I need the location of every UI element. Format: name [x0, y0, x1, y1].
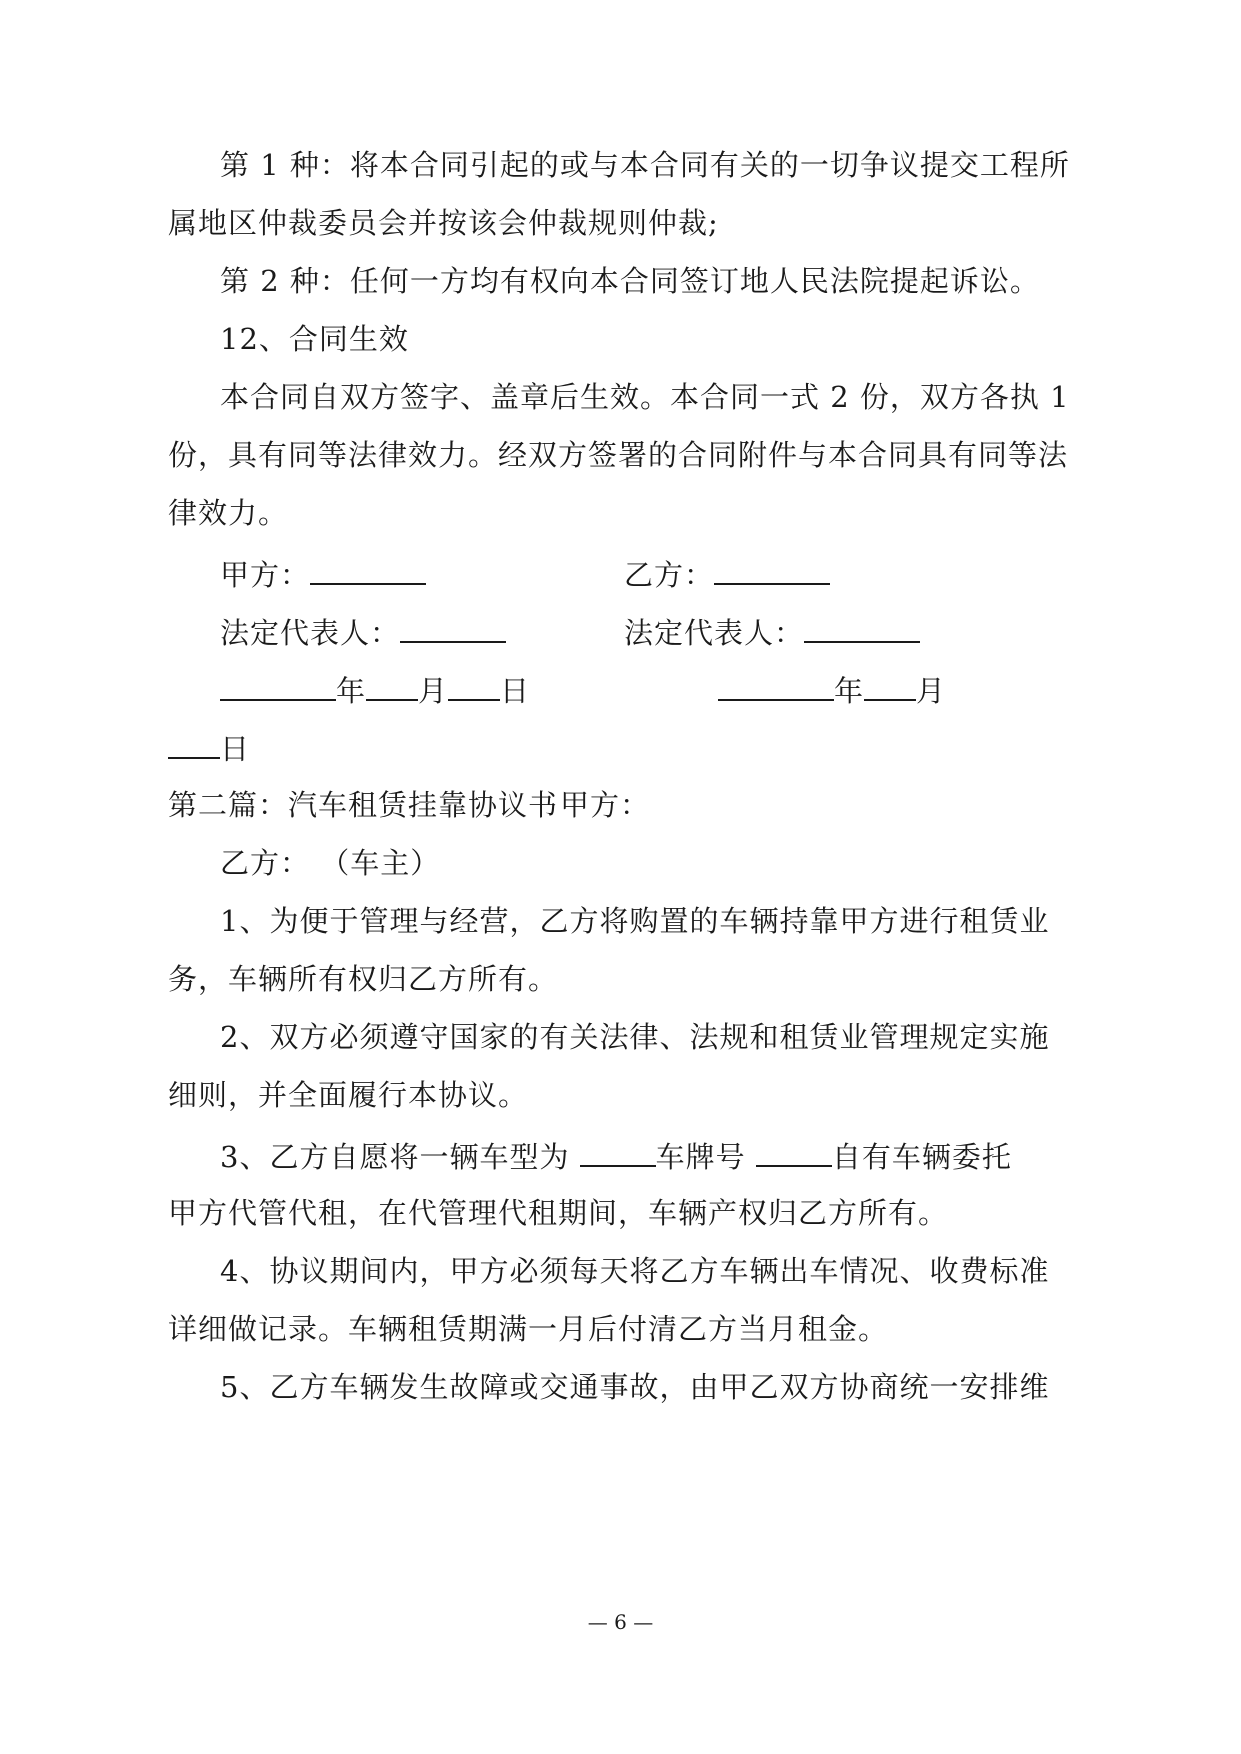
month-label: 月 [916, 674, 947, 708]
rep-a-signature [220, 611, 506, 653]
month-label: 月 [418, 674, 449, 708]
party-a-signature [220, 553, 426, 595]
paragraph-line: 律效力。 [168, 496, 289, 530]
day-blank [168, 727, 220, 759]
vehicle-model-blank [580, 1135, 656, 1167]
clause-line: 1、为便于管理与经营，乙方将购置的车辆持靠甲方进行租赁业 [220, 904, 1050, 938]
party-b-blank [714, 553, 830, 585]
month-blank [864, 669, 916, 701]
section2-party-a: 甲方： [560, 788, 651, 822]
rep-b-label: 法定代表人： [624, 616, 805, 650]
day-label: 日 [220, 732, 251, 766]
clause-3-line [220, 1135, 1012, 1177]
paragraph-line: 份，具有同等法律效力。经双方签署的合同附件与本合同具有同等法 [168, 438, 1069, 472]
clause-text: 自有车辆委托 [831, 1140, 1012, 1174]
section2-party-b: 乙方： （车主） [220, 846, 441, 880]
section-title: 第二篇：汽车租赁挂靠协议书 [168, 788, 559, 822]
party-a-blank [310, 553, 426, 585]
section-heading: 12、合同生效 [220, 322, 409, 356]
rep-a-label: 法定代表人： [220, 616, 401, 650]
rep-a-blank [400, 611, 506, 643]
year-blank [220, 669, 336, 701]
party-b-label: 乙方： [624, 558, 715, 592]
party-b-signature [624, 553, 830, 595]
clause-text: 3、乙方自愿将一辆车型为 [220, 1140, 580, 1174]
page-number: — 6 — [587, 1610, 654, 1634]
month-blank [366, 669, 418, 701]
date-b-continued [168, 727, 250, 769]
clause-text: 车牌号 [655, 1140, 756, 1174]
clause-line: 务，车辆所有权归乙方所有。 [168, 962, 559, 996]
rep-b-blank [804, 611, 920, 643]
paragraph-line: 属地区仲裁委员会并按该会仲裁规则仲裁; [168, 206, 719, 240]
paragraph-line: 第 2 种：任何一方均有权向本合同签订地人民法院提起诉讼。 [220, 264, 1040, 298]
day-blank [448, 669, 500, 701]
year-label: 年 [834, 674, 865, 708]
paragraph-line: 第 1 种：将本合同引起的或与本合同有关的一切争议提交工程所 [220, 148, 1070, 182]
clause-line: 甲方代管代租，在代管理代租期间，车辆产权归乙方所有。 [168, 1196, 949, 1230]
year-label: 年 [336, 674, 367, 708]
date-a [220, 669, 530, 711]
date-b [718, 669, 946, 711]
clause-line: 细则，并全面履行本协议。 [168, 1078, 529, 1112]
plate-number-blank [756, 1135, 832, 1167]
rep-b-signature [624, 611, 920, 653]
clause-line: 2、双方必须遵守国家的有关法律、法规和租赁业管理规定实施 [220, 1020, 1050, 1054]
party-a-label: 甲方： [220, 558, 311, 592]
paragraph-line: 本合同自双方签字、盖章后生效。本合同一式 2 份，双方各执 1 [220, 380, 1070, 414]
clause-line: 详细做记录。车辆租赁期满一月后付清乙方当月租金。 [168, 1312, 889, 1346]
year-blank [718, 669, 834, 701]
clause-line: 5、乙方车辆发生故障或交通事故，由甲乙双方协商统一安排维 [220, 1370, 1050, 1404]
day-label: 日 [500, 674, 531, 708]
clause-line: 4、协议期间内，甲方必须每天将乙方车辆出车情况、收费标准 [220, 1254, 1050, 1288]
